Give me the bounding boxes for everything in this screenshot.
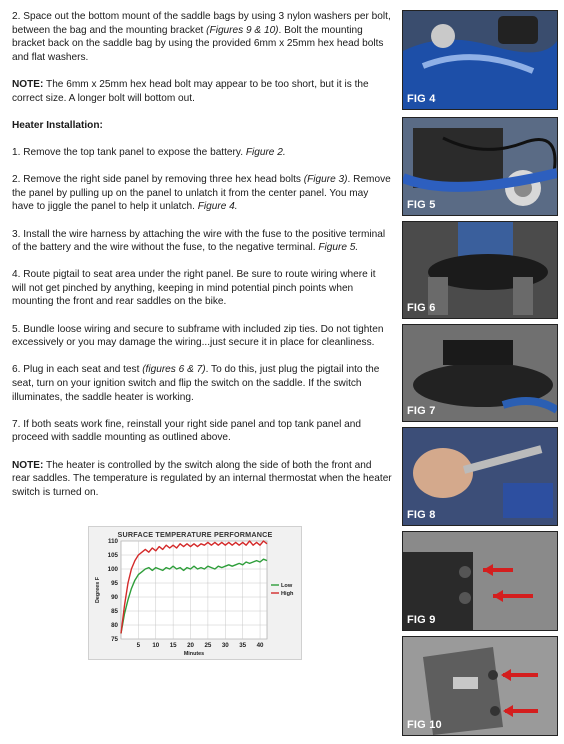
figure-5	[402, 117, 558, 216]
figure-5-label: FIG 5	[407, 199, 436, 211]
heater-step-2-text-a: 2. Remove the right side panel by removing three hex head bolts	[12, 174, 304, 186]
step-2-text-b: . Bolt the mounting bracket back on the saddle bag by using the provided 6mm x 25mm hex head bolts and flat washers.	[12, 24, 384, 63]
y-tick-label: 110	[108, 538, 118, 546]
figure-6	[402, 221, 558, 319]
y-tick-label: 105	[107, 552, 118, 560]
y-axis-label: Degrees F	[95, 576, 101, 604]
heater-step-3	[12, 228, 392, 255]
chart-plot	[89, 527, 301, 659]
x-tick-label: 25	[204, 642, 212, 649]
heater-step-1	[12, 146, 392, 160]
heater-step-6-ref: (figures 6 & 7)	[142, 364, 206, 376]
y-tick-label: 80	[111, 622, 118, 630]
figure-6-label: FIG 6	[407, 302, 436, 314]
x-tick-label: 5	[136, 642, 141, 649]
step-2-figure-ref: (Figures 9 & 10)	[206, 24, 279, 36]
figure-7	[402, 324, 558, 422]
figure-4	[402, 10, 558, 110]
figure-4-label: FIG 4	[407, 93, 436, 105]
heater-step-6	[12, 363, 392, 404]
note-2-text: The heater is controlled by the switch along the side of both the front and rear saddles. The temperature is regulated by an internal thermostat when the heater switch is turned on.	[12, 459, 392, 498]
heater-step-6-text-a: 6. Plug in each seat and test	[12, 364, 143, 376]
instructions-column	[12, 10, 392, 513]
x-tick-label: 35	[239, 642, 247, 649]
x-tick-label: 20	[187, 642, 194, 649]
note-1-text: The 6mm x 25mm hex head bolt may appear to be too short, but it is the correct size. A longer bolt will bottom out.	[12, 78, 369, 104]
step-2-text-a: 2. Space out the bottom mount of the saddle bags by using 3 nylon washers per bolt, between the bag and the mounting bracket	[12, 11, 391, 36]
heater-installation-heading: Heater Installation:	[12, 119, 103, 131]
figure-8	[402, 427, 558, 526]
heater-step-5: 5. Bundle loose wiring and secure to subframe with included zip ties. Do not tighten excessively or you may damage the wiring...just secure it in place for cleanliness.	[12, 323, 384, 349]
step-2-paragraph	[12, 10, 392, 64]
note-1-label: NOTE:	[12, 78, 44, 90]
heater-step-3-text: 3. Install the wire harness by attaching the wire with the fuse to the positive terminal of the battery and the wire without the fuse, to the negative terminal.	[12, 228, 386, 254]
x-tick-label: 30	[221, 642, 229, 649]
x-tick-label: 15	[169, 642, 177, 649]
legend-label-high: High	[281, 591, 294, 597]
heater-step-1-ref: Figure 2.	[245, 146, 286, 158]
figure-7-label: FIG 7	[407, 405, 436, 417]
y-tick-label: 90	[111, 594, 118, 602]
chart-title: SURFACE TEMPERATURE PERFORMANCE	[117, 530, 273, 539]
heater-step-6-text-b: . To do this, just plug the pigtail into the seat, turn on your ignition switch and flip the switch on the saddle. If the switch illuminates, the saddle heater is working.	[12, 364, 380, 403]
legend-label-low: Low	[281, 583, 293, 589]
x-axis-label: Minutes	[183, 651, 205, 657]
heater-step-2	[12, 173, 392, 214]
y-tick-label: 85	[111, 608, 118, 616]
figure-10-label: FIG 10	[407, 719, 442, 731]
heater-step-2-ref-b: Figure 4.	[197, 201, 238, 213]
heater-step-7: 7. If both seats work fine, reinstall your right side panel and top tank panel and proceed with saddle mounting as outlined above.	[12, 418, 362, 444]
x-tick-label: 40	[256, 642, 264, 649]
heater-step-4: 4. Route pigtail to seat area under the right panel. Be sure to route wiring where it will not get pinched by anything, keeping in mind potential pinch points when mounting the front and rear saddles on the bike.	[12, 269, 376, 308]
heater-step-2-ref-a: (Figure 3)	[303, 174, 348, 186]
heater-step-1-text: 1. Remove the top tank panel to expose the battery.	[12, 146, 246, 158]
figure-9-label: FIG 9	[407, 614, 436, 626]
figure-8-label: FIG 8	[407, 509, 436, 521]
plot-area	[121, 541, 267, 639]
note-1-paragraph	[12, 78, 392, 105]
heater-step-2-text-b: . Remove the panel by pulling up on the panel to unlatch it from the center panel. You may have to jiggle the panel to help it unlatch.	[12, 174, 391, 213]
note-2-label: NOTE:	[12, 459, 44, 471]
y-tick-label: 75	[111, 636, 118, 644]
figure-9	[402, 531, 558, 631]
heater-step-3-ref: Figure 5.	[318, 242, 359, 254]
note-2-paragraph	[12, 459, 392, 500]
y-tick-label: 100	[107, 566, 118, 574]
figure-10	[402, 636, 558, 736]
y-tick-label: 95	[111, 580, 118, 588]
x-tick-label: 10	[152, 642, 160, 649]
temperature-chart	[88, 526, 302, 660]
